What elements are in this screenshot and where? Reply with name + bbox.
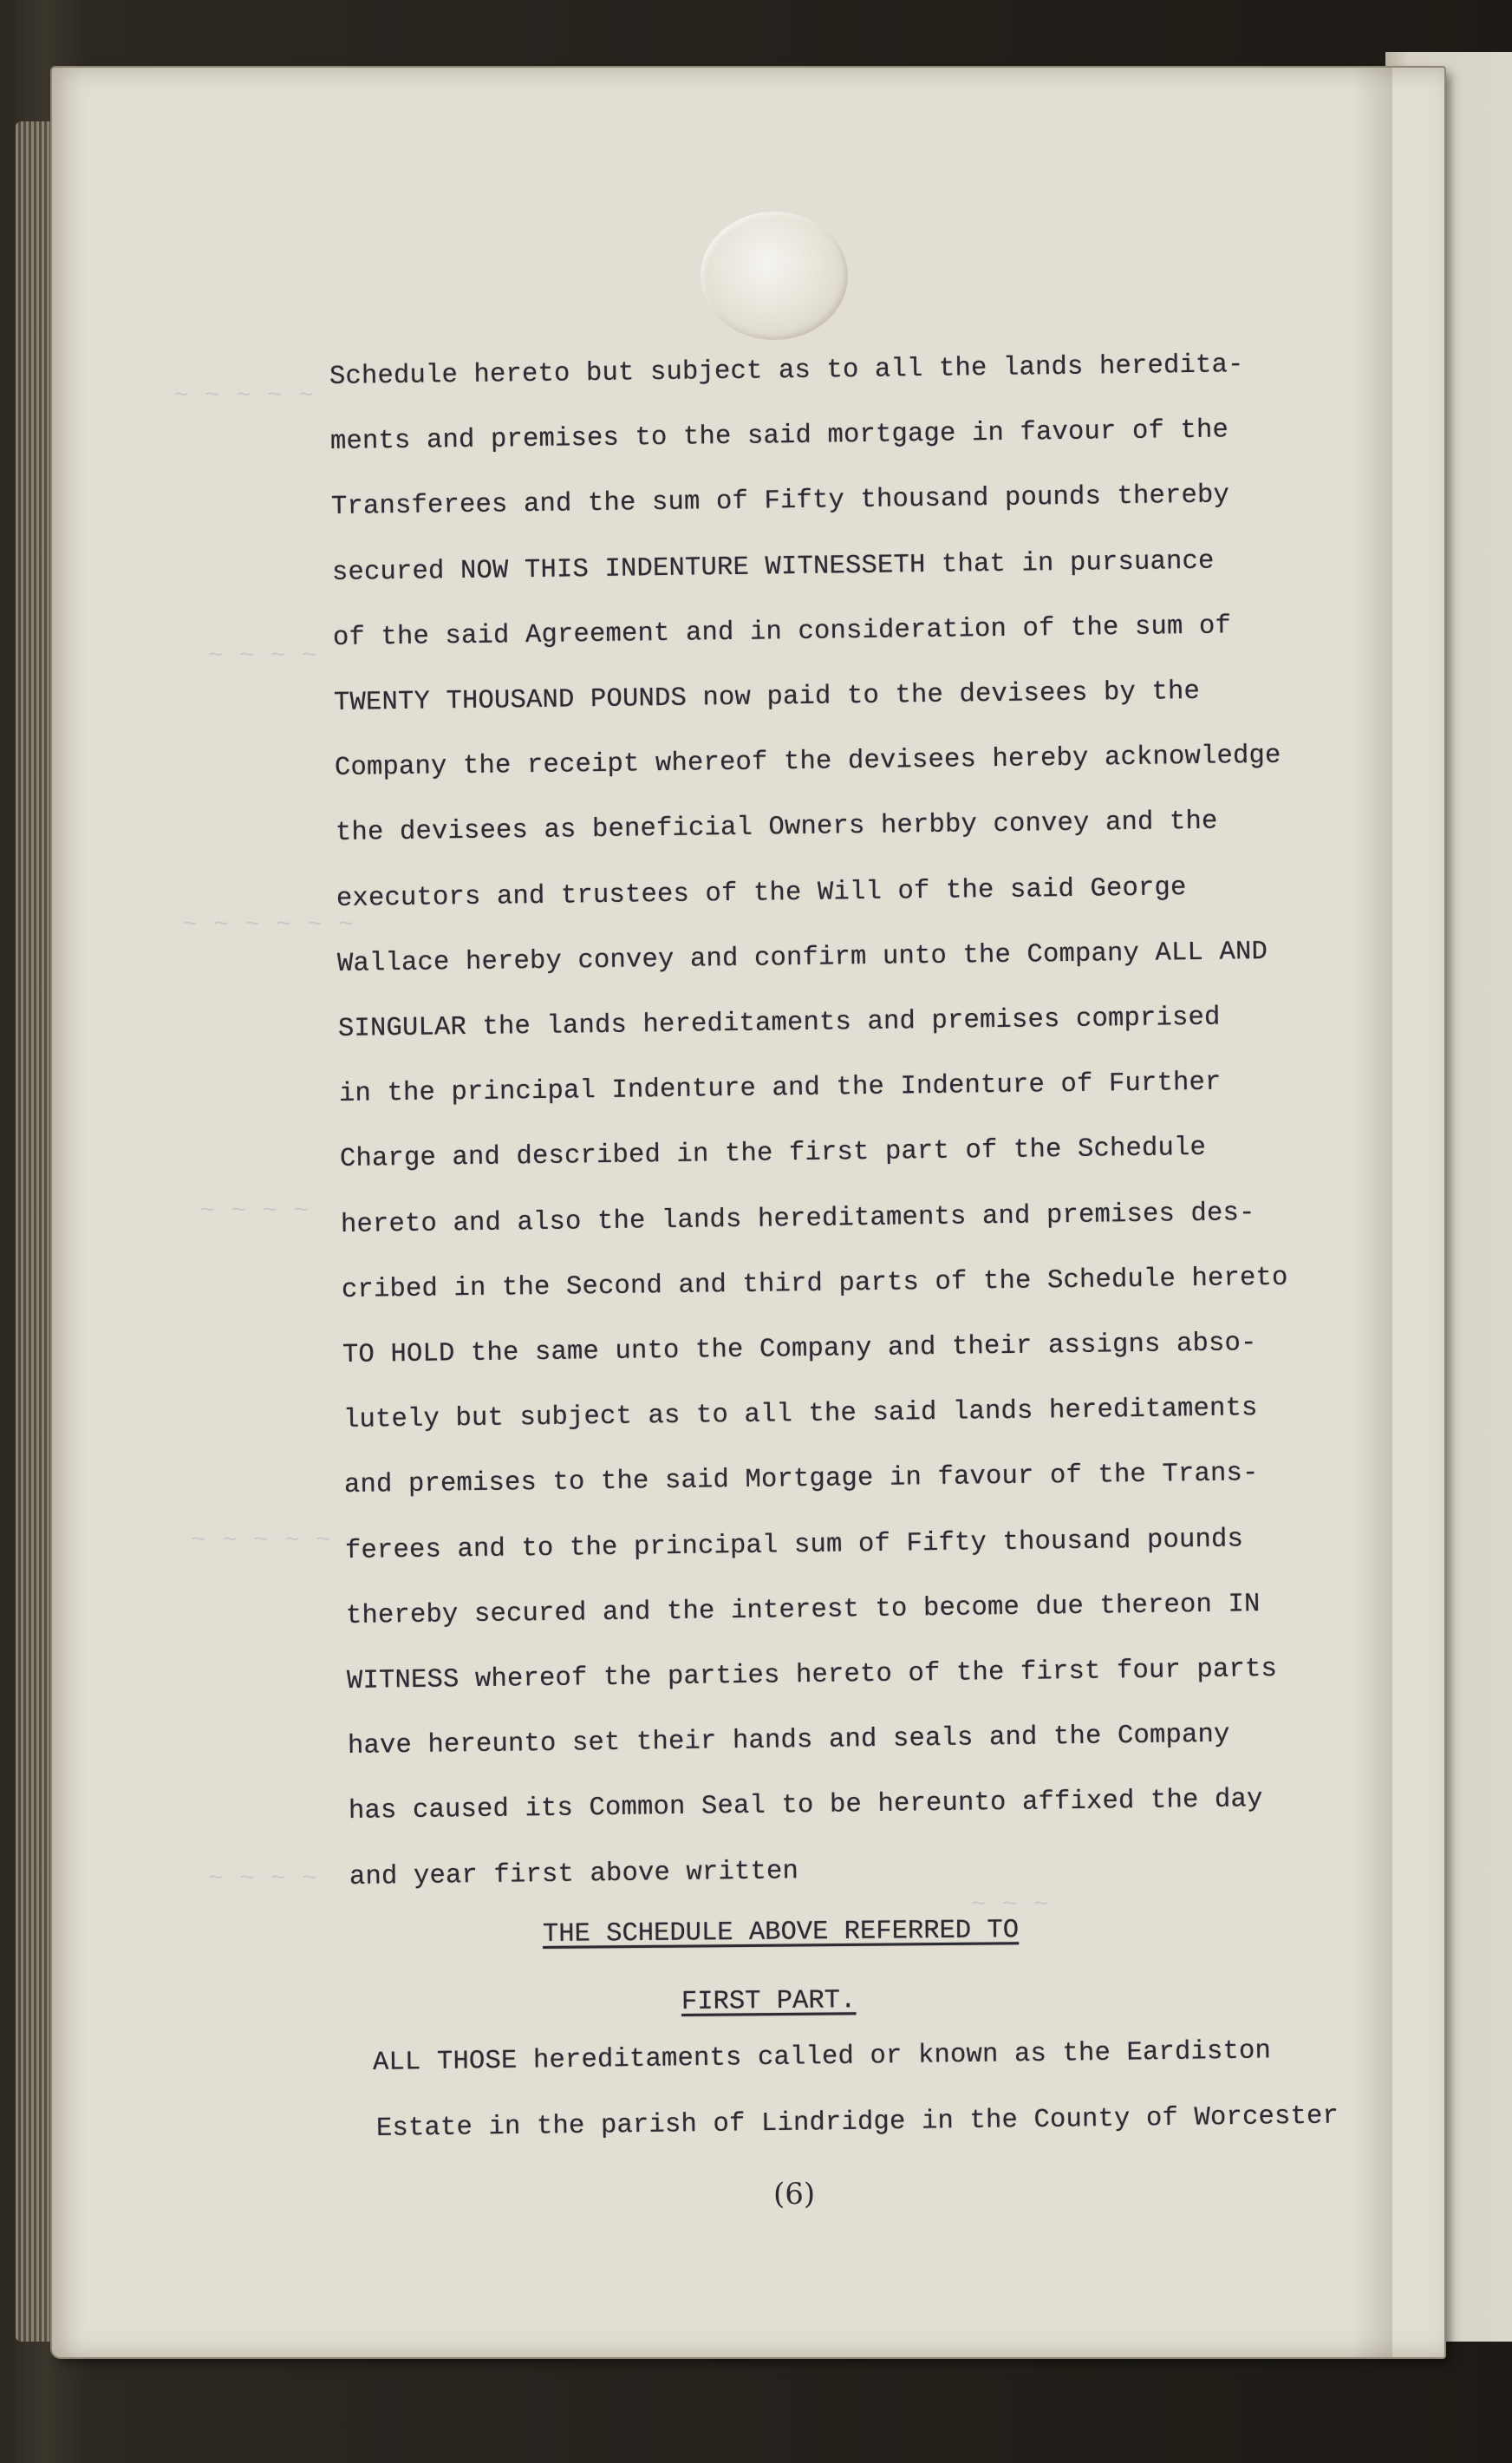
text-line: TWENTY THOUSAND POUNDS now paid to the devisees by the: [333, 676, 1201, 718]
show-through: ~ ~ ~ ~: [208, 1865, 318, 1894]
text-line: of the said Agreement and in consideration of the sum of: [332, 611, 1232, 653]
show-through: ~ ~ ~ ~ ~: [173, 382, 315, 411]
text-line: thereby secured and the interest to become due thereon IN: [345, 1589, 1261, 1631]
text-line: have hereunto set their hands and seals and the Company: [347, 1720, 1230, 1762]
text-line: secured NOW THIS INDENTURE WITNESSETH that in pursuance: [331, 546, 1215, 588]
text-line: Wallace hereby convey and confirm unto the Company ALL AND: [336, 937, 1268, 979]
text-line: cribed in the Second and third parts of the Schedule hereto: [341, 1263, 1288, 1305]
text-line: SINGULAR the lands hereditaments and premises comprised: [337, 1003, 1221, 1044]
text-line: WITNESS whereof the parties hereto of the first four parts: [346, 1654, 1278, 1696]
schedule-line: Estate in the parish of Lindridge in the County of Worcester: [375, 2101, 1339, 2144]
schedule-heading: THE SCHEDULE ABOVE REFERRED TO: [542, 1916, 1020, 1950]
text-line: TO HOLD the same unto the Company and their assigns abso-: [342, 1329, 1257, 1370]
text-line: Transferees and the sum of Fifty thousand pounds thereby: [330, 480, 1230, 523]
text-line: ferees and to the principal sum of Fifty thousand pounds: [344, 1525, 1244, 1566]
text-line: Schedule hereto but subject as to all the lands heredita-: [329, 350, 1244, 392]
text-line: in the principal Indenture and the Indenture of Further: [338, 1068, 1222, 1110]
text-line: and year first above written: [349, 1856, 799, 1892]
part-heading: FIRST PART.: [681, 1986, 857, 2017]
show-through: ~ ~ ~ ~: [208, 642, 318, 671]
page-shadow: [1352, 68, 1392, 2357]
show-through: ~ ~ ~ ~ ~ ~: [182, 911, 355, 940]
text-line: lutely but subject as to all the said lands hereditaments: [342, 1394, 1258, 1436]
text-line: has caused its Common Seal to be hereunto affixed the day: [348, 1785, 1263, 1827]
text-line: ments and premises to the said mortgage in favour of the: [329, 415, 1229, 458]
text-line: executors and trustees of the Will of the said George: [336, 872, 1187, 914]
show-through: ~ ~ ~ ~ ~: [191, 1526, 332, 1556]
schedule-line: ALL THOSE hereditaments called or known as the Eardiston: [372, 2036, 1272, 2078]
page-number: (6): [773, 2177, 816, 2211]
text-line: hereto and also the lands hereditaments and premises des-: [340, 1198, 1255, 1240]
text-line: and premises to the said Mortgage in favour of the Trans-: [343, 1459, 1259, 1501]
text-line: Company the receipt whereof the devisees hereby acknowledge: [334, 741, 1281, 784]
text-line: Charge and described in the first part of the Schedule: [339, 1134, 1207, 1175]
embossed-seal: [701, 212, 848, 340]
show-through: ~ ~ ~ ~: [199, 1197, 310, 1226]
show-through: ~ ~ ~: [971, 1891, 1050, 1920]
text-line: the devisees as beneficial Owners herbby convey and the: [335, 807, 1218, 849]
